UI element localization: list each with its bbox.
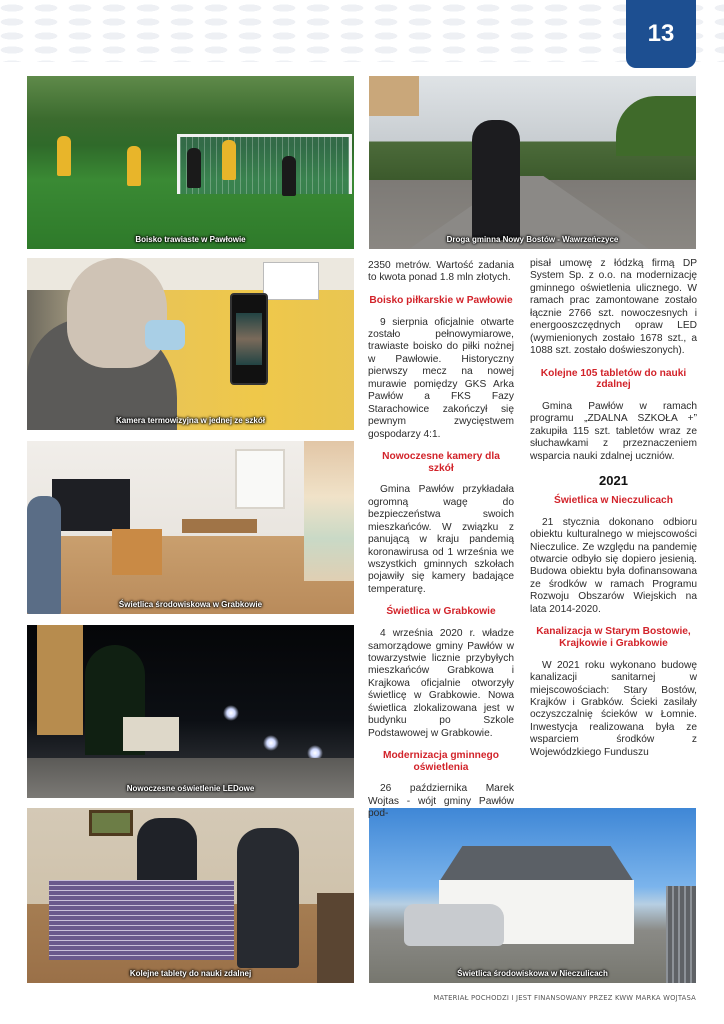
photo-football-pitch xyxy=(27,76,354,249)
section-heading: Świetlica w Nieczulicach xyxy=(554,494,673,506)
photo-community-hall-grabkow xyxy=(27,441,354,614)
person-head xyxy=(67,258,167,368)
photo-caption: Kamera termowizyjna w jednej ze szkół xyxy=(116,416,265,425)
building-roof xyxy=(439,846,634,882)
person xyxy=(27,496,61,614)
paragraph: 21 stycznia dokonano odbioru obiektu kulturalnego w miejscowości Nieczulice. Ze względu na pandemię otwarcie odbyło się dopiero jesienią. Budowa obiektu była dofinansowana ze środków w ramach Programu Rozwoju Obszarów Wiejskich na lata 2014-2020. xyxy=(530,516,697,615)
face-mask xyxy=(145,320,185,350)
photo-community-hall-nieczulice xyxy=(369,808,696,983)
street-lamp xyxy=(223,705,239,721)
wall-picture xyxy=(89,810,133,836)
hedge xyxy=(616,96,696,156)
car xyxy=(404,904,504,946)
paragraph: W 2021 roku wykonano budowę kanalizacji sanitarnej w miejscowościach: Stary Bostów, Krajków i Grabków. Ścieki zasilały oczyszczalnię ścieków w Łomnie. Inwestycja realizowana była ze wsparciem środków z Wojewódzkiego Funduszu xyxy=(530,659,697,758)
thermal-camera-device xyxy=(230,293,268,385)
table xyxy=(182,519,257,533)
text-column-2 xyxy=(530,258,697,759)
paragraph: Gmina Pawłów przykładała ogromną wagę do bezpieczeństwa swoich mieszkańców. W związku z panującą w kraju pandemią koronawirusa od 1 września we wszystkich gminnych szkołach pojawiły się kamery badające temperaturę. xyxy=(368,484,514,595)
goal-net xyxy=(177,134,352,194)
photo-caption: Nowoczesne oświetlenie LEDowe xyxy=(126,784,255,793)
player xyxy=(187,148,201,188)
photo-tablets xyxy=(27,808,354,983)
person xyxy=(237,828,299,968)
street-lamp xyxy=(263,735,279,751)
section-heading: Nowoczesne kamery dla szkół xyxy=(382,450,500,474)
paragraph: 4 września 2020 r. władze samorządowe gminy Pawłów w towarzystwie licznie przybyłych mieszkańców Grabkowa i Krajkowa oficjalnie otworzyły świetlicę w Grabkowie. Nowa świetlica zlokalizowana jest w budynku po Szkole Podstawowej w Grabkowie. xyxy=(368,628,514,739)
player xyxy=(127,146,141,186)
paragraph: 26 października Marek Wojtas - wójt gminy Pawłów pod- xyxy=(368,783,514,820)
wall-art xyxy=(304,441,354,581)
paragraph: 2350 metrów. Wartość zadania to kwota ponad 1.8 mln złotych. xyxy=(368,260,514,284)
text-column-1 xyxy=(368,260,514,821)
header-pattern xyxy=(0,0,724,62)
church-tower xyxy=(37,625,83,735)
section-heading: Kolejne 105 tabletów do nauki zdalnej xyxy=(540,367,687,391)
photo-caption: Kolejne tablety do nauki zdalnej xyxy=(129,969,252,978)
footer-note: MATERIAŁ POCHODZI I JEST FINANSOWANY PRZEZ KWW MARKA WOJTASA xyxy=(433,994,696,1002)
photo-night-street xyxy=(27,625,354,798)
photo-caption: Świetlica środowiskowa w Grabkowie xyxy=(118,600,263,609)
section-heading: Kanalizacja w Starym Bostowie, Krajkowie i Grabkowie xyxy=(536,626,691,649)
paragraph: 9 sierpnia oficjalnie otwarte zostało pełnowymiarowe, trawiaste boisko do piłki nożnej w Pawłowie. Historyczny pierwszy mecz na nowej murawie pomiędzy GKS Arka Pawłów a FKS Fazy Starachowice zakończył się pewnym zwycięstwem gospodarzy 4:1. xyxy=(368,316,514,440)
page-number: 13 xyxy=(626,0,696,68)
player xyxy=(222,140,236,180)
tablet-boxes xyxy=(49,880,234,960)
window xyxy=(235,449,285,509)
photo-road xyxy=(369,76,696,249)
section-heading: Świetlica w Grabkowie xyxy=(386,606,496,618)
photo-caption: Świetlica środowiskowa w Nieczulicach xyxy=(457,969,608,978)
poster xyxy=(263,262,319,300)
photo-thermal-camera xyxy=(27,258,354,430)
paragraph: Gmina Pawłów w ramach programu „ZDALNA SZKOŁA +” zakupiła 115 szt. tabletów wraz ze słuchawkami z przeznaczeniem wsparcia nauki zdalnej uczniów. xyxy=(530,400,697,462)
player xyxy=(282,156,296,196)
person xyxy=(472,120,520,240)
wall-screen xyxy=(52,479,130,531)
section-heading: Modernizacja gminnego oświetlenia xyxy=(382,750,500,773)
house xyxy=(369,76,419,116)
player xyxy=(57,136,71,176)
bus-stop xyxy=(123,717,179,751)
photo-caption: Droga gminna Nowy Bostów - Wawrzeńczyce xyxy=(446,235,619,244)
paragraph: pisał umowę z łódzką firmą DP System Sp. z o.o. na modernizację gminnego oświetlenia ulicznego. W ramach prac zamontowane zostało łącznie 2766 szt. nowoczesnych i energooszczędnych opraw LED (wymienionych zostało 1678 szt., a 1088 szt. zostało doświeszonych). xyxy=(530,258,697,357)
photo-caption: Boisko trawiaste w Pawłowie xyxy=(135,235,246,244)
section-heading: Boisko piłkarskie w Pawłowie xyxy=(369,294,513,306)
year-heading: 2021 xyxy=(599,473,628,489)
shelf xyxy=(112,529,162,575)
